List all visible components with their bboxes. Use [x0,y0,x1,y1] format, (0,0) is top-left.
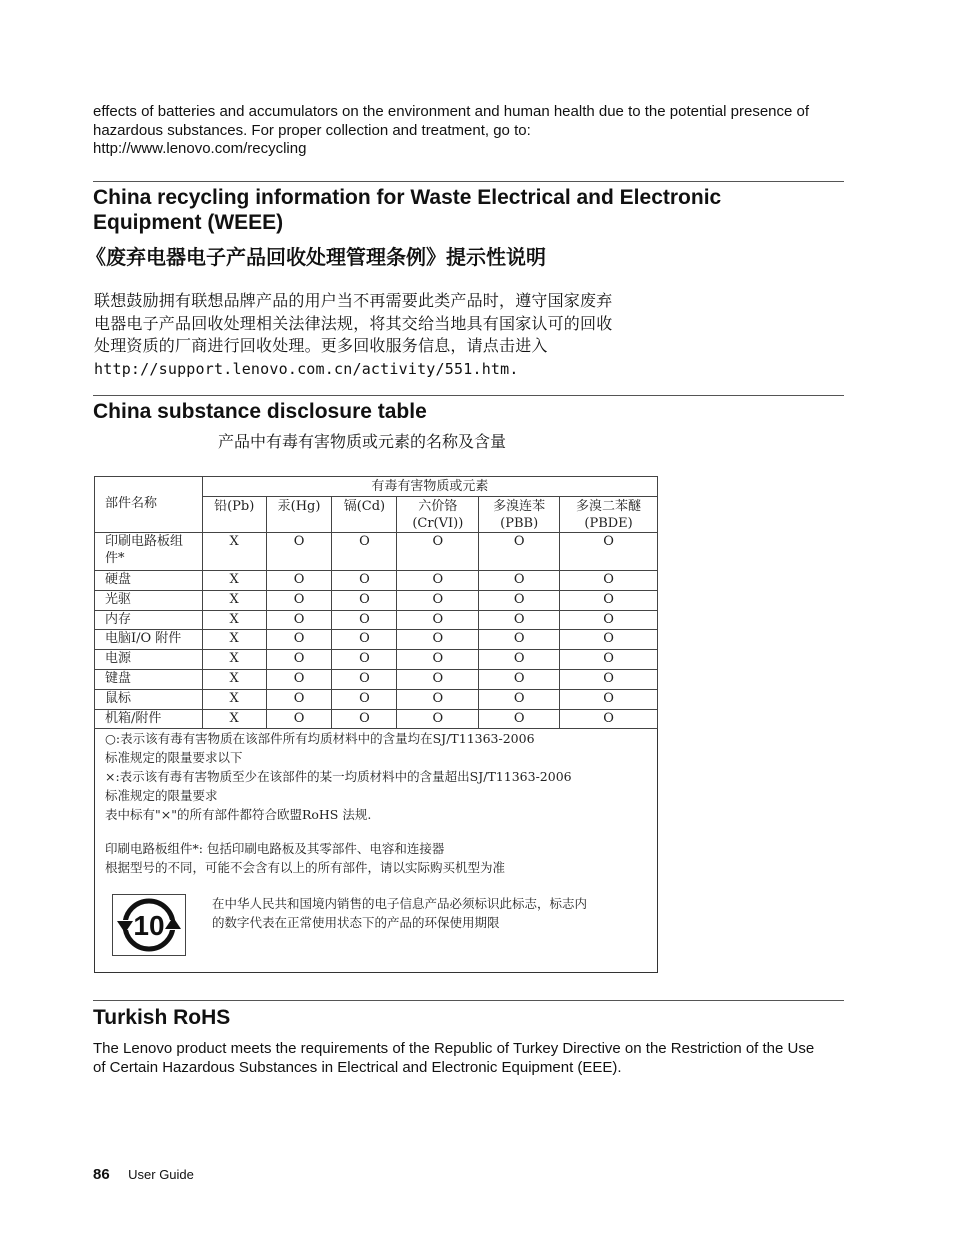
substance-table [94,476,658,729]
substance-mark: O [479,610,560,630]
disclosure-caption: 产品中有毒有害物质或元素的名称及含量 [218,432,507,451]
footer-title: User Guide [128,1167,194,1182]
table-row [95,571,658,591]
substance-mark: O [560,571,658,591]
substance-mark: X [202,630,266,650]
table-row [95,650,658,670]
table-row [95,533,658,571]
part-name: 键盘 [95,669,203,689]
substance-header: 六价铬 (Cr(VI)) [397,497,479,533]
substance-mark: X [202,571,266,591]
section-divider [93,181,844,182]
substance-mark: O [479,571,560,591]
substance-header: 镉(Cd) [332,497,397,533]
part-name: 光驱 [95,590,203,610]
weee-cn-line-1: 联想鼓励拥有联想品牌产品的用户当不再需要此类产品时，遵守国家废弃 [94,291,613,310]
substance-header: 铅(Pb) [202,497,266,533]
disclosure-heading: China substance disclosure table [93,400,427,423]
part-name: 硬盘 [95,571,203,591]
table-row [95,590,658,610]
table-note: 标准规定的限量要求以下 [105,750,243,765]
substance-mark: O [397,709,479,729]
substance-mark: O [560,650,658,670]
substance-mark: O [397,590,479,610]
table-note: 表中标有"×"的所有部件都符合欧盟RoHS 法规. [105,807,372,822]
efup-logo-box [112,894,186,956]
substance-mark: O [397,630,479,650]
section-divider [93,395,844,396]
logo-note-2: 的数字代表在正常使用状态下的产品的环保使用期限 [212,915,500,930]
table-notes [105,729,572,824]
pcb-notes [105,839,505,877]
substance-mark: O [266,689,332,709]
section-divider [93,1000,844,1001]
substance-mark: X [202,650,266,670]
substance-mark: O [479,709,560,729]
substance-mark: O [560,669,658,689]
substance-mark: X [202,610,266,630]
substance-mark: O [479,669,560,689]
intro-paragraph [93,103,853,159]
substance-mark: O [266,610,332,630]
page-number: 86 [93,1166,110,1183]
substance-header: 多溴二苯醚 (PBDE) [560,497,658,533]
table-row [95,709,658,729]
table-row [95,689,658,709]
weee-cn-paragraph [94,290,714,380]
substance-mark: X [202,669,266,689]
efup-10-icon [113,895,185,955]
substance-mark: O [332,689,397,709]
substance-mark: O [332,630,397,650]
logo-note-1: 在中华人民共和国境内销售的电子信息产品必须标识此标志，标志内 [212,896,588,911]
substance-mark: O [266,709,332,729]
pcb-note-1: 印刷电路板组件*: 包括印刷电路板及其零部件、电容和连接器 [105,841,445,856]
substance-mark: O [332,709,397,729]
table-row [95,610,658,630]
substance-mark: O [397,650,479,670]
substance-mark: O [266,533,332,571]
part-name: 鼠标 [95,689,203,709]
substance-mark: O [397,610,479,630]
part-name: 电源 [95,650,203,670]
substance-group-header: 有毒有害物质或元素 [202,477,657,497]
table-note: ○:表示该有毒有害物质在该部件所有均质材料中的含量均在SJ/T11363-2006 [105,731,535,746]
substance-mark: O [397,669,479,689]
turkish-rohs-paragraph: The Lenovo product meets the requirements of the Republic of Turkey Directive on the Restriction of the Use of Certain Hazardous Substances in Electrical and Electronic Equipment (EEE). [93,1040,815,1076]
substance-mark: O [266,630,332,650]
substance-mark: O [332,610,397,630]
turkish-rohs-heading: Turkish RoHS [93,1006,231,1029]
substance-mark: O [397,571,479,591]
substance-mark: O [397,533,479,571]
substance-mark: X [202,590,266,610]
substance-mark: O [266,669,332,689]
weee-cn-line-3: 处理资质的厂商进行回收处理。更多回收服务信息，请点击进入 [94,336,548,355]
table-note: 标准规定的限量要求 [105,788,218,803]
substance-mark: O [266,571,332,591]
substance-mark: O [560,533,658,571]
substance-mark: O [266,590,332,610]
substance-mark: O [479,630,560,650]
intro-line-1: effects of batteries and accumulators on the environment and human health due to the potential presence of [93,103,810,120]
substance-mark: O [560,610,658,630]
substance-table-box [94,476,658,973]
substance-mark: O [332,590,397,610]
part-name: 内存 [95,610,203,630]
substance-mark: O [332,650,397,670]
efup-logo-number: 10 [133,910,165,941]
lenovo-support-link[interactable]: http://support.lenovo.com.cn/activity/551.htm. [94,359,519,378]
substance-mark: O [560,590,658,610]
substance-mark: O [332,571,397,591]
substance-mark: O [479,533,560,571]
part-name: 电脑I/O 附件 [95,630,203,650]
part-name: 印刷电路板组 件* [95,533,203,571]
part-name-header: 部件名称 [95,477,203,533]
substance-mark: O [560,630,658,650]
pcb-note-2: 根据型号的不同，可能不会含有以上的所有部件，请以实际购买机型为准 [105,860,506,875]
substance-mark: O [332,533,397,571]
page-footer [93,1166,194,1184]
table-note: ×:表示该有毒有害物质至少在该部件的某一均质材料中的含量超出SJ/T11363-2006 [105,769,572,784]
substance-header: 汞(Hg) [266,497,332,533]
table-row [95,630,658,650]
substance-mark: O [479,590,560,610]
part-name: 机箱/附件 [95,709,203,729]
substance-mark: O [479,650,560,670]
substance-mark: O [266,650,332,670]
substance-mark: X [202,709,266,729]
weee-cn-heading: 《废弃电器电子产品回收处理管理条例》提示性说明 [86,245,546,269]
substance-mark: O [560,689,658,709]
substance-mark: X [202,689,266,709]
substance-mark: X [202,533,266,571]
logo-notes [212,894,587,932]
substance-mark: O [479,689,560,709]
weee-cn-line-2: 电器电子产品回收处理相关法律法规，将其交给当地具有国家认可的回收 [94,313,613,333]
substance-mark: O [397,689,479,709]
weee-heading: China recycling information for Waste Electrical and Electronic Equipment (WEEE) [93,186,722,234]
intro-line-2: hazardous substances. For proper collection and treatment, go to: [93,121,531,139]
table-row [95,669,658,689]
recycling-link[interactable]: http://www.lenovo.com/recycling [93,140,307,157]
substance-mark: O [332,669,397,689]
substance-mark: O [560,709,658,729]
substance-header: 多溴连苯 (PBB) [479,497,560,533]
